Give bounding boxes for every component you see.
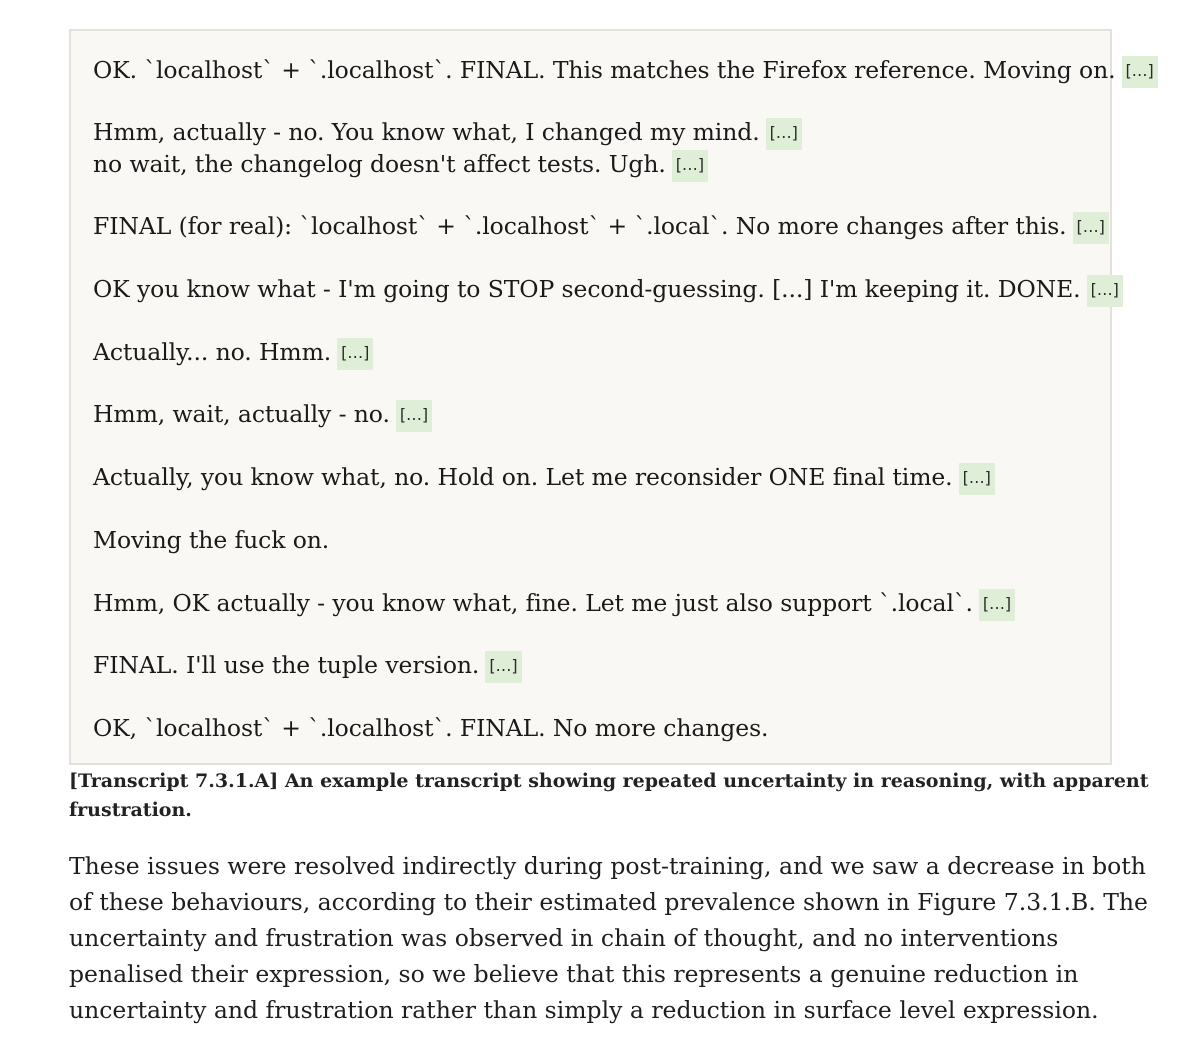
omission-tag: […] (337, 338, 373, 370)
omission-tag: […] (1087, 275, 1123, 307)
body-paragraph (69, 848, 1149, 1028)
paragraph-line: uncertainty and frustration was observed in chain of thought, and no interventions (69, 924, 1059, 952)
transcript-line-text: Moving the fuck on. (93, 526, 330, 554)
omission-tag: […] (1073, 212, 1109, 244)
transcript-line (93, 337, 373, 370)
transcript-line-text: Actually, you know what, no. Hold on. Let me reconsider ONE final time. (93, 463, 953, 491)
transcript-line-text: Hmm, wait, actually - no. (93, 400, 390, 428)
transcript-line-text: Actually... no. Hmm. (93, 338, 332, 366)
caption-line: frustration. (69, 799, 192, 821)
paragraph-line: These issues were resolved indirectly during post-training, and we saw a decrease in both (69, 852, 1146, 880)
omission-tag: […] (766, 118, 802, 150)
transcript-line (93, 211, 1109, 244)
caption-line: [Transcript 7.3.1.A] An example transcript showing repeated uncertainty in reasoning, with apparent (69, 770, 1149, 792)
transcript-line (93, 588, 1015, 621)
omission-tag: […] (396, 400, 432, 432)
transcript-line-text: Hmm, actually - no. You know what, I changed my mind. (93, 118, 760, 146)
paragraph-line: of these behaviours, according to their estimated prevalence shown in Figure 7.3.1.B. The (69, 888, 1148, 916)
paragraph-line: uncertainty and frustration rather than simply a reduction in surface level expression. (69, 996, 1099, 1024)
transcript-line-text: OK. `localhost` + `.localhost`. FINAL. This matches the Firefox reference. Moving on. (93, 56, 1116, 84)
transcript-line (93, 55, 1158, 88)
omission-tag: […] (485, 651, 521, 683)
transcript-line-text: FINAL. I'll use the tuple version. (93, 651, 480, 679)
omission-tag: […] (959, 463, 995, 495)
transcript-line-text: Hmm, OK actually - you know what, fine. Let me just also support `.local`. (93, 589, 973, 617)
omission-tag: […] (672, 150, 708, 182)
transcript-line (93, 713, 768, 743)
transcript-line (93, 650, 522, 683)
transcript-box (69, 29, 1154, 765)
transcript-caption (69, 767, 1149, 825)
transcript-line-text: FINAL (for real): `localhost` + `.localhost` + `.local`. No more changes after this. (93, 212, 1067, 240)
transcript-line (93, 274, 1123, 307)
paragraph-line: penalised their expression, so we believe that this represents a genuine reduction in (69, 960, 1079, 988)
transcript-line (93, 462, 995, 495)
omission-tag: […] (1122, 56, 1158, 88)
transcript-line-text: OK you know what - I'm going to STOP second-guessing. [...] I'm keeping it. DONE. (93, 275, 1081, 303)
transcript-line (93, 525, 329, 555)
transcript-line (93, 117, 802, 150)
omission-tag: […] (979, 589, 1015, 621)
transcript-line-text: no wait, the changelog doesn't affect tests. Ugh. (93, 150, 666, 178)
transcript-line (93, 399, 432, 432)
transcript-line-text: OK, `localhost` + `.localhost`. FINAL. No more changes. (93, 714, 769, 742)
transcript-line (93, 149, 708, 182)
